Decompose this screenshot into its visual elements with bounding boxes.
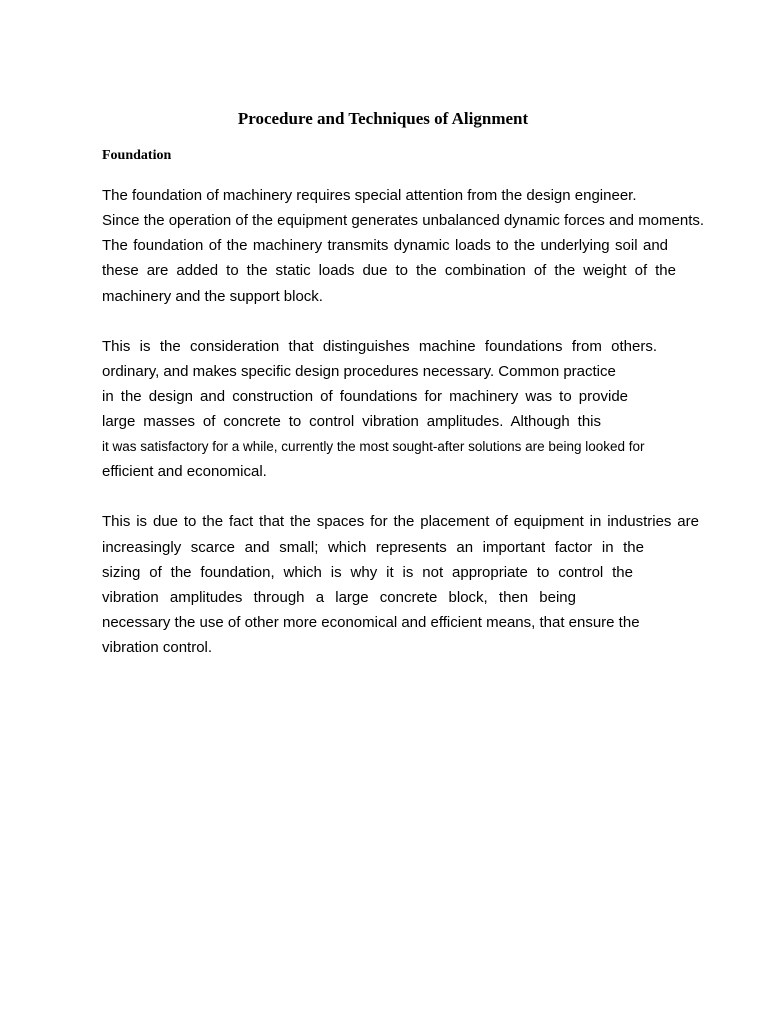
- paragraph-line: vibration amplitudes through a large concrete block, then being: [102, 589, 576, 606]
- paragraph-line: these are added to the static loads due to the combination of the weight of the: [102, 262, 676, 279]
- paragraph-line: it was satisfactory for a while, currently the most sought-after solutions are being looked for: [102, 439, 645, 454]
- paragraph-line: necessary the use of other more economical and efficient means, that ensure the: [102, 614, 640, 631]
- paragraph-line: This is due to the fact that the spaces for the placement of equipment in industries are: [102, 513, 699, 530]
- paragraph-line: large masses of concrete to control vibration amplitudes. Although this: [102, 413, 601, 430]
- paragraph-line: Since the operation of the equipment generates unbalanced dynamic forces and moments.: [102, 212, 705, 229]
- paragraph-line: in the design and construction of foundations for machinery was to provide: [102, 388, 628, 405]
- paragraph-line: efficient and economical.: [102, 463, 267, 480]
- paragraph-line: increasingly scarce and small; which represents an important factor in the: [102, 539, 644, 556]
- section-heading: Foundation: [102, 148, 172, 163]
- paragraph-line: vibration control.: [102, 639, 213, 656]
- paragraph-line: The foundation of the machinery transmits dynamic loads to the underlying soil and: [102, 237, 668, 254]
- document-title: Procedure and Techniques of Alignment: [237, 109, 529, 128]
- paragraph-line: The foundation of machinery requires special attention from the design engineer.: [102, 187, 637, 204]
- paragraph-line: machinery and the support block.: [102, 288, 323, 305]
- paragraph-line: ordinary, and makes specific design procedures necessary. Common practice: [102, 363, 616, 380]
- paragraph-line: sizing of the foundation, which is why it is not appropriate to control the: [102, 564, 633, 581]
- paragraph-line: This is the consideration that distinguishes machine foundations from others.: [102, 338, 657, 355]
